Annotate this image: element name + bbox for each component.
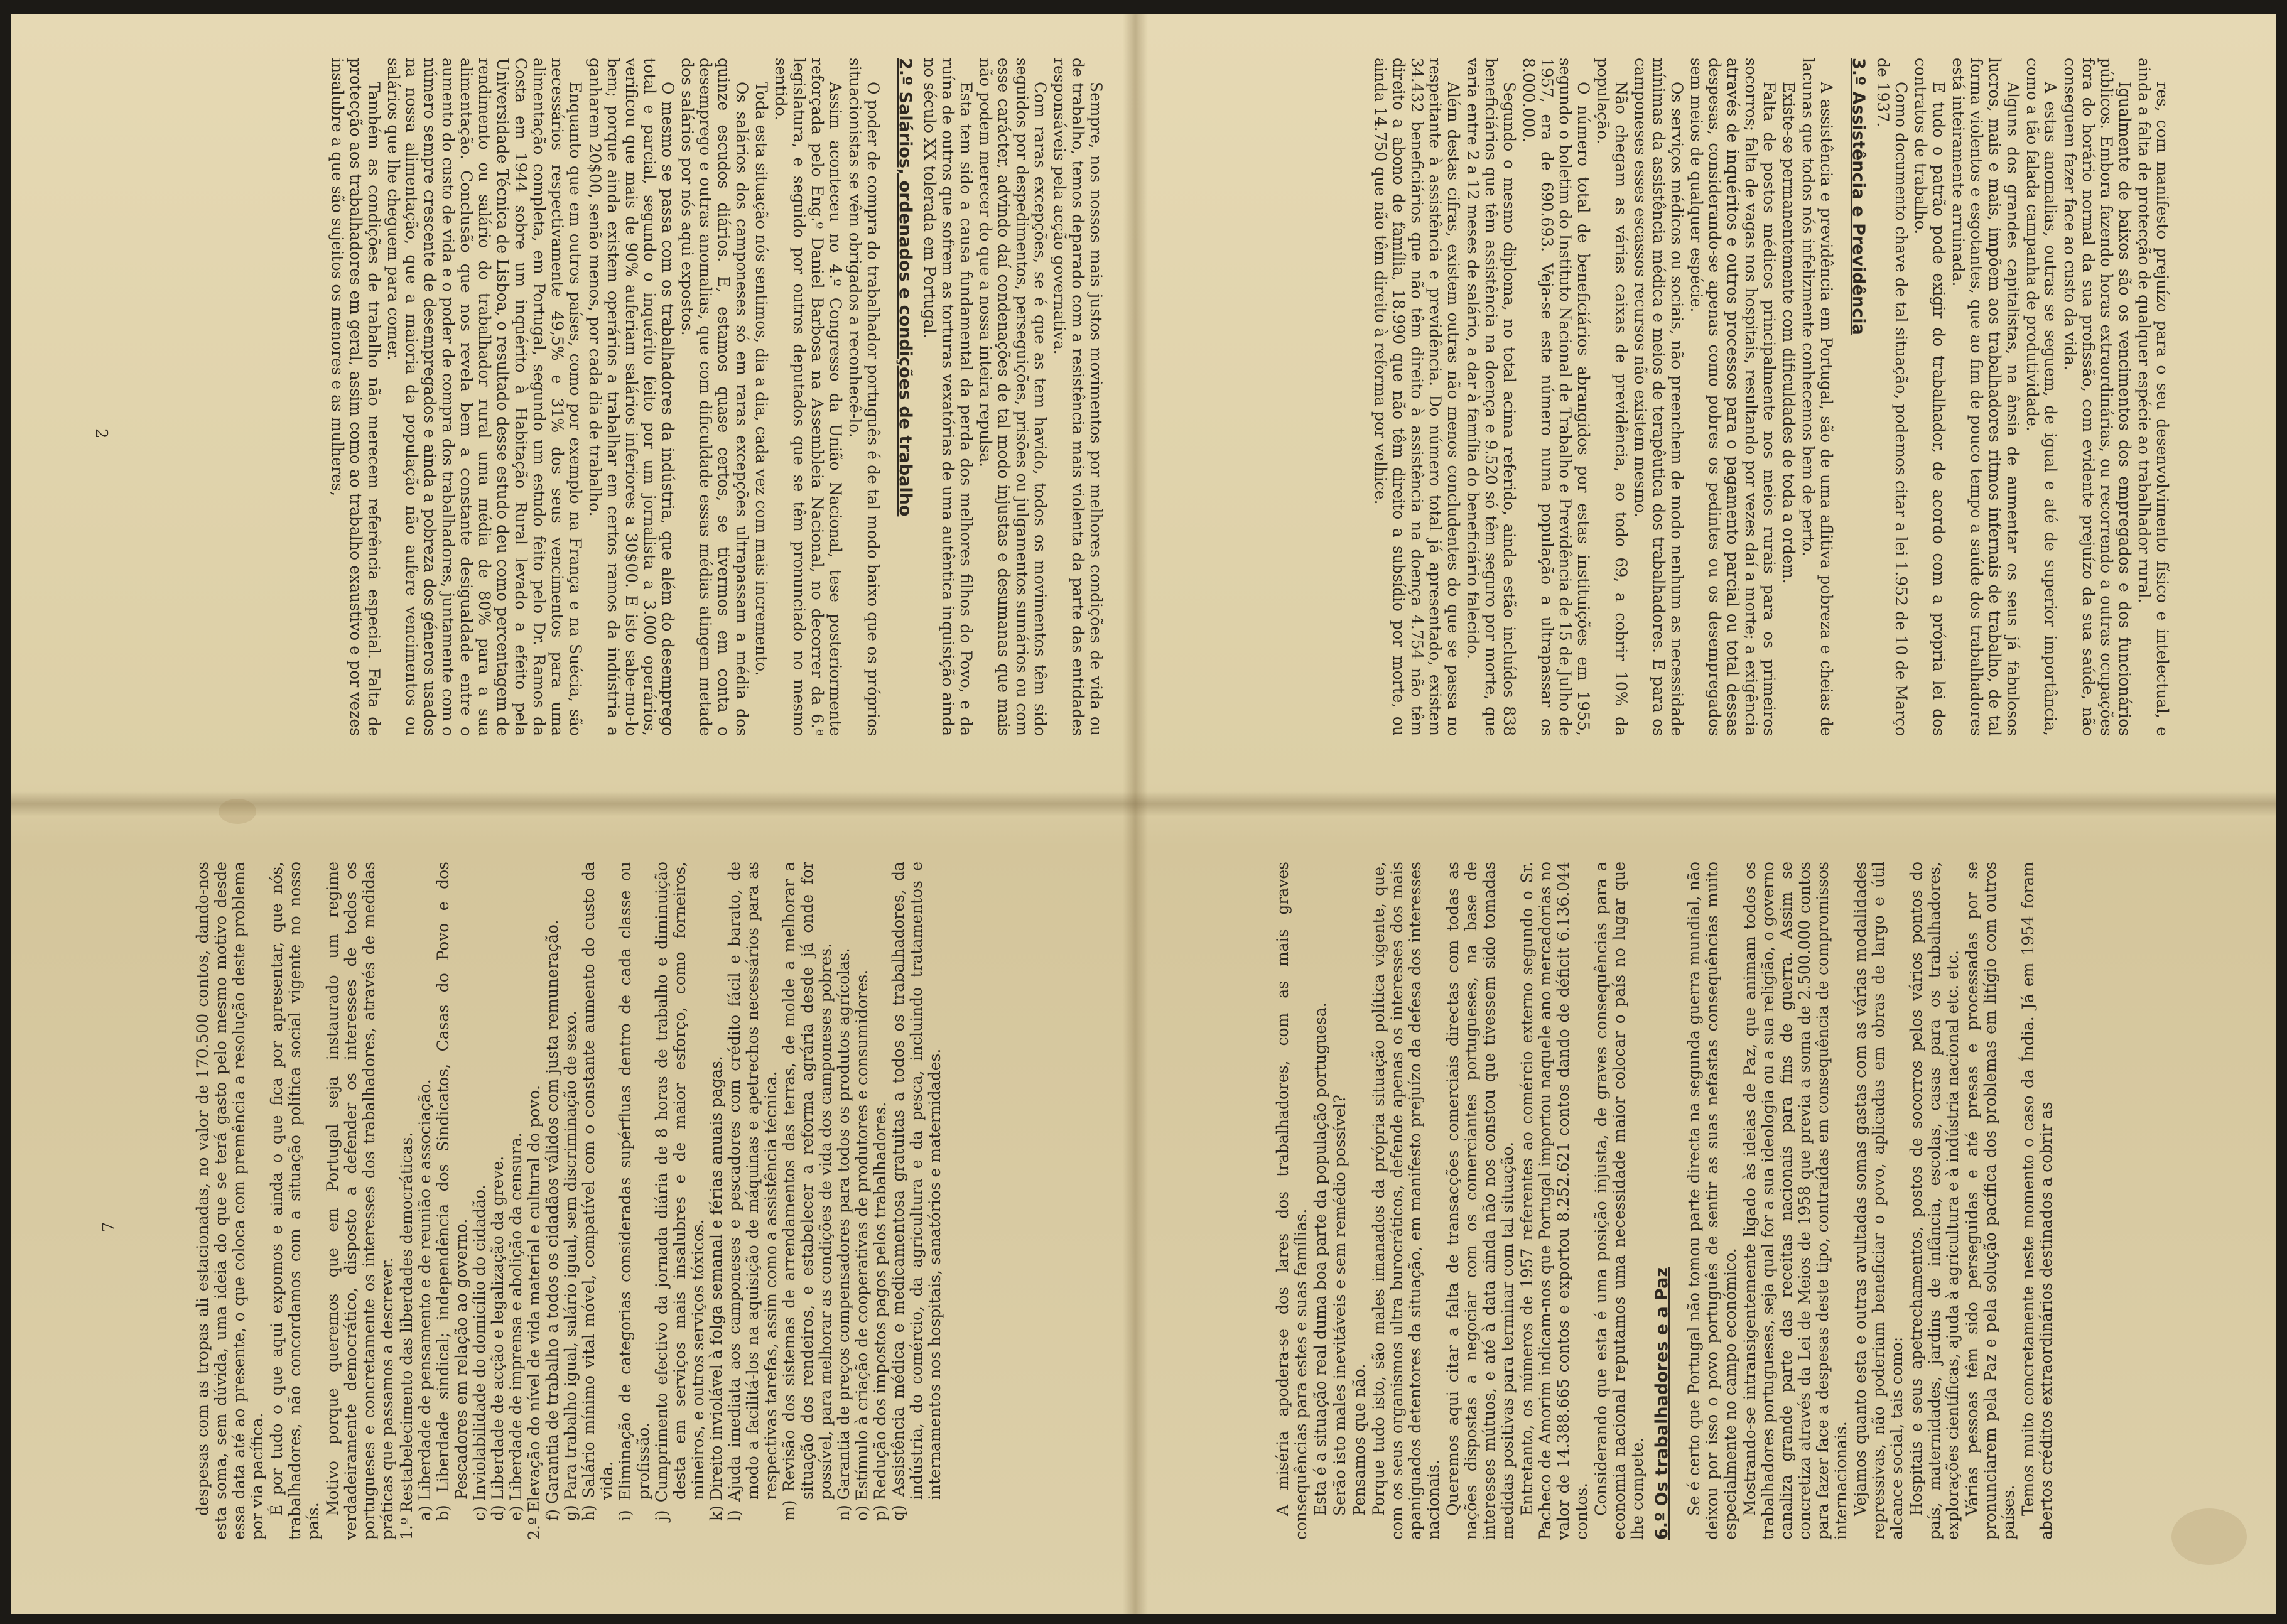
list-item: q) Assistência médica e medicamentosa gratuitas a todos os trabalhadores, da indústria, do comércio, da agricultura e da pesca, incluindo tratamentos e internamentos nos hospitais, sanatórios e maternidades.: [889, 862, 944, 1521]
paragraph: Como documento chave de tal situação, podemos citar a lei 1.952 de 10 de Março de 1937.: [1874, 58, 1910, 736]
paragraph: Sempre, nos nossos mais justos movimentos por melhores condições de vida ou de trabalho, temos deparado com a resistência mais violenta da parte das entidades responsáveis pela acção governativa.: [1051, 58, 1105, 736]
page-paz: [1273, 862, 2057, 1540]
paragraph: despesas com as tropas ali estacionadas, no valor de 170.500 contos, dando-nos esta soma, sem dúvida, uma ideia do que se terá gasto pelo mesmo motivo desde essa data até ao presente, o que coloca com premência a resolução deste problema por via pacífica.: [193, 862, 266, 1540]
paragraph: Vejamos quanto esta e outras avultadas somas gastas com as várias modalidades repressivas, não poderiam beneficiar o povo, aplicadas em obras de largo e útil alcance social, tais como:: [1851, 862, 1906, 1540]
paragraph: O número total de beneficiários abrangidos por estas instituições em 1955, segundo o boletim do Instituto Nacional de Trabalho e Previdência de 15 de Julho de 1957, era de 690.693. Veja-se este número numa população a ultrapassar os 8.000.000.: [1520, 58, 1592, 736]
list-item: i) Eliminação de categorias consideradas supérfluas dentro de cada classe ou profissão.: [616, 862, 652, 1521]
list-item: m) Revisão dos sistemas de arrendamentos das terras, de molde a melhorar a situação dos rendeiros, e estabelecer a reforma agrária desde já onde for possível, para melhorar as condições de vida dos camponeses pobres.: [780, 862, 835, 1521]
page-assistencia: [1370, 58, 2171, 736]
paragraph: Se é certo que Portugal não tomou parte directa na segunda guerra mundial, não deixou por isso o povo português de sentir as suas nefastas consequências muito especialmente no campo económico.: [1685, 862, 1739, 1540]
paragraph: Não chegam as várias caixas de previdência, ao todo 69, a cobrir 10% da população.: [1594, 58, 1630, 736]
horizontal-fold: [11, 791, 2276, 816]
list-item: l) Ajuda imediata aos camponeses e pescadores com crédito fácil e barato, de modo a facilitá-los na aquisição de máquinas e apetrechos necessários para as respectivas tarefas, assim como a assistência técnica.: [725, 862, 780, 1521]
paragraph: Igualmente de baixos são os vencimentos dos empregados e dos funcionários públicos. Embora fazendo horas extraordinárias, ou recorrendo a outras ocupações fora do horário normal da sua profissão, com evidente prejuízo da sua saúde, não conseguem fazer face ao custo da vida.: [2061, 58, 2134, 736]
list-item: n) Garantia de preços compensadores para todos os produtos agrícolas.: [835, 948, 853, 1521]
paragraph: Hospitais e seus apetrechamentos, postos de socorros pelos vários pontos do país, maternidades, jardins de infância, escolas, casas para os trabalhadores, explorações científicas, ajuda à agricultura e à indústria nacional etc. etc.: [1907, 862, 1962, 1540]
paragraph: Enquanto que em outros países, como por exemplo na França e na Suécia, são necessários respectivamente 49,5% e 31% dos seus vencimentos para uma alimentação completa, em Portugal, segundo um estudo feito pelo Dr. Ramos da Costa em 1944 sobre um inquérito à Habitação Rural levado a efeito pela Universidade Técnica de Lisboa, o resultado desse estudo deu como percentagem de rendimento ou salário do trabalhador rural uma média de 80% para a sua alimentação. Conclusão que nos revela bem a constante desigualdade entre o aumento do custo de vida e o poder de compra dos trabalhadores, juntamente com o número sempre crescente de desempregados e ainda a pobreza dos géneros usados na nossa alimentação, que a maioria da população não aufere vencimentos ou salários que lhe cheguem para comer.: [384, 58, 585, 736]
paragraph: Toda esta situação nós sentimos, dia a dia, cada vez com mais incremento.: [752, 82, 770, 676]
paragraph: Motivo porque queremos que em Portugal seja instaurado um regime verdadeiramente democrático, disposto a defender os interesses de todos os portugueses e concretamente os interesses dos trabalhadores, através de medidas práticas que passamos a descrever.: [323, 862, 396, 1540]
paragraph: É por tudo o que aqui expomos e ainda o que fica por apresentar, que nós, trabalhadores, não concordamos com a situação política social vigente no nosso país.: [268, 862, 322, 1540]
paragraph: Alguns dos grandes capitalistas, na ânsia de aumentar os seus já fabulosos lucros, mais e mais, impõem aos trabalhadores ritmos infernais de trabalho, de tal forma violentos e esgotantes, que ao fim de pouco tempo a saúde dos trabalhadores está inteiramente arruinada.: [1949, 58, 2022, 736]
paragraph: Várias pessoas têm sido perseguidas e até presas e processadas por se pronunciarem pela Paz e pela solução pacífica dos problemas em litígio com outros países.: [1963, 862, 2018, 1540]
list-item: e) Liberdade de imprensa e abolição da censura.: [507, 1132, 525, 1521]
demands-list: [397, 862, 944, 1540]
paragraph: Esta tem sido a causa fundamental da perda dos melhores filhos do Povo, e da ruína de outros que sofrem as torturas vexatórias de uma autêntica inquisição ainda no século XX tolerada em Portugal.: [921, 58, 975, 736]
list-item: o) Estímulo à criação de cooperativas de produtores e consumidores.: [853, 969, 871, 1521]
paragraph: Os serviços médicos ou sociais, não preenchem de modo nenhum as necessidade mínimas da assistência médica e meios de terapêutica dos trabalhadores. E para os camponeses esses escassos recursos não existem mesmo.: [1631, 58, 1686, 736]
paragraph: Serão isto males inevitáveis e sem remédio possível?: [1331, 1095, 1349, 1516]
paragraph: Também as condições de trabalho não merecem referência especial. Falta de protecção aos trabalhadores em geral, assim como ao trabalho exaustivo e por vezes insalubre a que são sujeitos os menores e as mulheres,: [328, 58, 383, 736]
paragraph: Entretanto, os números de 1957 referentes ao comércio externo segundo o Sr. Pacheco de Amorim indicam-nos que Portugal importou naquele ano mercadorias no valor de 14.388.665 contos e exportou 8.252.621 contos dando de déficit 6.136.044 contos.: [1518, 862, 1591, 1540]
paragraph: Além destas cifras, existem outras não menos concludentes do que se passa no respeitante à assistência e previdência. Do número total já apresentado, existem 34.432 beneficiários que não têm direito à assistência na doença 4.754 não têm direito a abono de família, 18.990 que não têm direito a subsídio por morte, ou ainda 14.750 que não têm direito à reforma por velhice.: [1371, 58, 1462, 736]
paragraph: O mesmo se passa com os trabalhadores da indústria, que além do desemprego total e parcial, segundo o inquérito feito por um jornalista a 3.000 operários, verificou que mais de 90% auferiam salários inferiores a 30$00. E isto sabe-mo-lo bem; porque ainda existem operários a trabalhar em certos ramos da indústria a ganharem 20$00, senão menos, por cada dia de trabalho.: [586, 58, 677, 736]
page-number: 2: [92, 428, 111, 439]
document-sheet: [11, 14, 2276, 1614]
list-item: 2.º Elevação do nível de vida material e cultural do povo.: [525, 1085, 543, 1540]
list-item: a) Liberdade de pensamento e de reunião e associação.: [416, 1079, 434, 1521]
paragraph: A miséria apodera-se dos lares dos trabalhadores, com as mais graves consequências para estes e suas famílias.: [1273, 862, 1310, 1540]
list-item: k) Direito inviolável à folga semanal e férias anuais pagas.: [707, 1056, 725, 1521]
paragraph: O poder de compra do trabalhador português é de tal modo baixo que os próprios situacionistas se vêm obrigados a reconhecê-lo.: [846, 58, 882, 736]
paragraph: Assim aconteceu no 4.º Congresso da União Nacional, tese posteriormente reforçada pelo Eng.º Daniel Barbosa na Assembleia Nacional, no decorrer da 6.ª legislatura, e seguido por outros deputados que se têm pronunciado no mesmo sentido.: [772, 58, 845, 736]
page-reivindicacoes: [193, 862, 944, 1540]
list-item: d) Liberdade de acção e legalização da greve.: [489, 1156, 507, 1521]
paragraph: E tudo o patrão pode exigir do trabalhador, de acordo com a própria lei dos contratos de trabalho.: [1911, 58, 1948, 736]
list-item: c) Inviolabilidade do domicílio do cidadão.: [470, 1184, 489, 1521]
paper-stain: [2171, 1508, 2247, 1565]
section-heading: 3.º Assistência e Previdência: [1849, 58, 1868, 335]
paragraph: Os salários dos camponeses só em raras excepções ultrapassam a média dos quinze escudos diários. E, estamos quase certos, se tivermos em conta o desemprego e outras anomalias, que com dificuldade essas médias atingem metade dos salários por nós aqui expostos.: [678, 58, 751, 736]
paragraph: Considerando que esta é uma posição injusta, de graves consequências para a economia nacional reputamos uma necessidade maior colocar o país no lugar que lhe compete.: [1592, 862, 1646, 1540]
paragraph: Mostrando-se intransigentemente ligado às ideias de Paz, que animam todos os trabalhadores portugueses, seja qual for a sua ideologia ou a sua religião, o governo canaliza grande parte das receitas nacionais para fins de guerra. Assim se concretiza através da Lei de Meios de 1958 que previa a soma de 2.500.000 contos para fazer face a despesas deste tipo, contraídas em consequência de compromissos internacionais.: [1741, 862, 1850, 1540]
paragraph: Pensamos que não.: [1350, 1363, 1368, 1516]
paragraph: Existe-se permanentemente com dificuldades de toda a ordem.: [1780, 82, 1798, 584]
page-number: 7: [99, 1221, 118, 1232]
section-heading: 6.º Os trabalhadores e a Paz: [1652, 1267, 1672, 1540]
list-item: 1.º Restabelecimento das liberdades democráticas.: [397, 1132, 416, 1540]
paper-stain: [219, 799, 256, 824]
list-item: g) Para trabalho igual, salário igual, sem discriminação de sexo.: [561, 1010, 580, 1521]
list-item: h) Salário mínimo vital móvel, compatível com o constante aumento do custo da vida.: [580, 862, 616, 1521]
paragraph: res, com manifesto prejuízo para o seu desenvolvimento físico e intelectual, e ainda a falta de protecção de qualquer espécie ao trabalhador rural.: [2135, 58, 2171, 736]
paragraph: Com raras excepções, se é que as tem havido, todos os movimentos têm sido seguidos por despedimentos, perseguições, prisões ou julgamentos sumários ou com esse carácter, advindo daí condenações de tal modo injustas e desumanas que mais não podem merecer do que a nossa inteira repulsa.: [976, 58, 1049, 736]
list-item: b) Liberdade sindical; independência dos Sindicatos, Casas do Povo e dos Pescadores em relação ao governo.: [434, 862, 470, 1521]
paragraph: Temos muito concretamente neste momento o caso da Índia. Já em 1954 foram abertos créditos extraordinários destinados a cobrir as: [2019, 862, 2055, 1540]
section-heading: 2.º Salários, ordenados e condições de trabalho: [895, 58, 915, 517]
page-salarios: [327, 58, 1105, 736]
list-item: f) Garantia de trabalho a todos os cidadãos válidos com justa remuneração.: [543, 919, 561, 1521]
paragraph: Segundo o mesmo diploma, no total acima referido, ainda estão incluídos 838 beneficiários que têm assistência na doença e 9.520 só têm seguro por morte, que varia entre 2 a 12 meses de salário, a dar à família do beneficiário falecido.: [1464, 58, 1518, 736]
paragraph: Queremos aqui citar a falta de transacções comerciais directas com todas as nações dispostas a negociar com os comerciantes portugueses, na base de interesses mútuos, e até à data ainda não nos constou que tivessem sido tomadas medidas positivas para terminar com tal situação.: [1444, 862, 1517, 1540]
paragraph: Porque tudo isto, são males imanados da própria situação política vigente, que, com os seus organismos ultra burocráticos, defende apenas os interesses dos mais apaniguados detentores da situação, em manifesto prejuízo da defesa dos interesses nacionais.: [1370, 862, 1442, 1540]
paragraph: A estas anomalias, outras se seguem, de igual e até de superior importância, como a tão falada campanha de produtividade.: [2023, 58, 2060, 736]
paragraph: Esta é a situação real duma boa parte da população portuguesa.: [1311, 1002, 1329, 1516]
list-item: j) Cumprimento efectivo da jornada diária de 8 horas de trabalho e diminuição desta em serviços mais insalubres e de maior esforço, como forneiros, mineiros, e outros serviços tóxicos.: [652, 862, 707, 1521]
paragraph: A assistência e previdência em Portugal, são de uma aflitiva pobreza e cheias de lacunas que todos nós infelizmente conhecemos bem de perto.: [1799, 58, 1836, 736]
paragraph: Falta de postos médicos principalmente nos meios rurais para os primeiros socorros; falta de vagas nos hospitais, resultando por vezes daí a morte; a exigência através de inquéritos e outros processos para o pagamento parcial ou total dessas despesas, considerando-se apenas como pobres os pedintes ou os desempregados sem meios de qualquer espécie.: [1687, 58, 1778, 736]
list-item: p) Redução dos impostos pagos pelos trabalhadores.: [871, 1102, 889, 1521]
